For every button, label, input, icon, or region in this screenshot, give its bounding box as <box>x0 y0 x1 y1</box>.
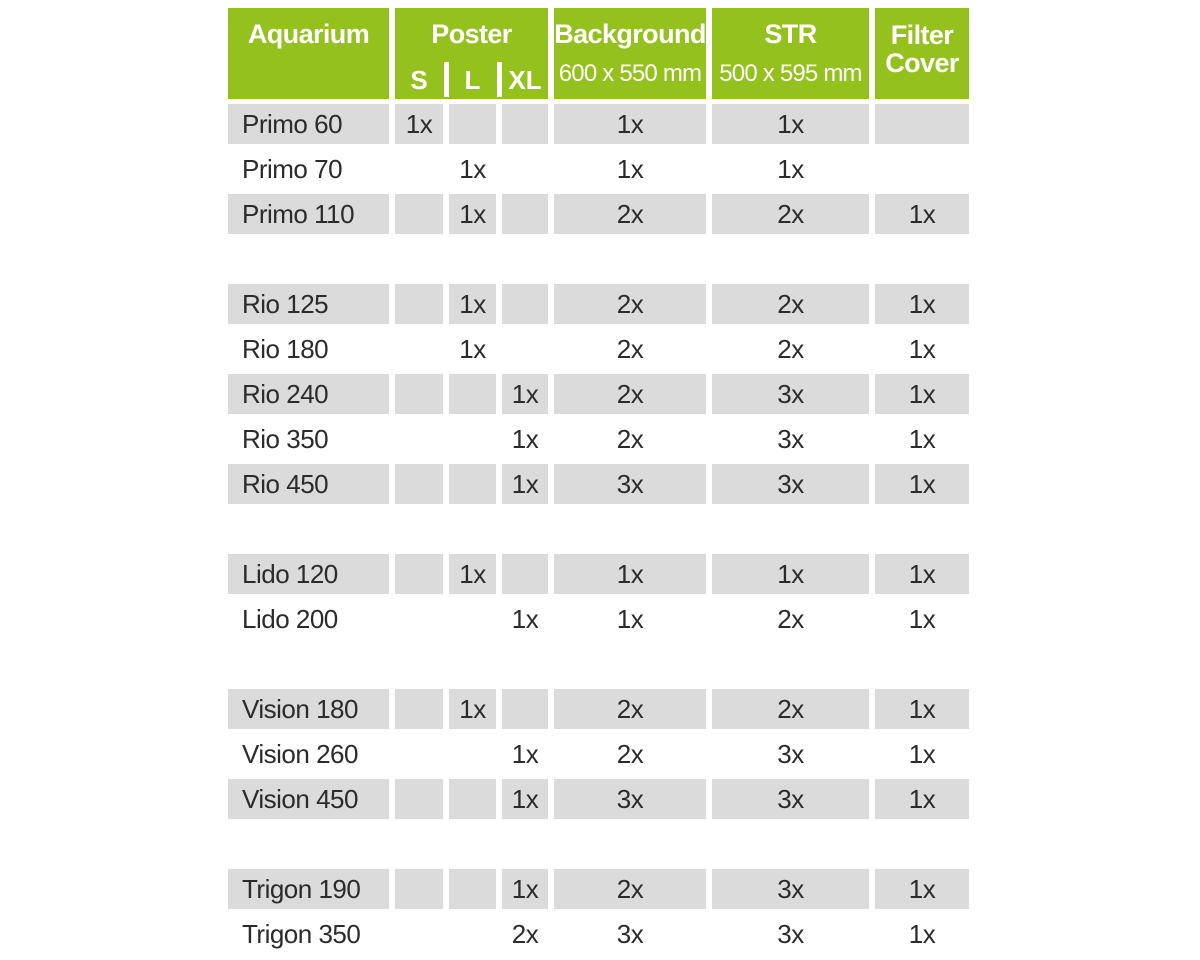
filter-cover-cell: 1x <box>875 554 969 594</box>
poster-s-cell <box>395 374 443 414</box>
table-row <box>228 374 969 414</box>
table-body <box>228 104 969 954</box>
poster-xl-cell: 1x <box>511 603 539 634</box>
row-name-cell: Vision 260 <box>242 738 358 769</box>
filter-cover-cell: 1x <box>908 333 936 364</box>
row-name-cell: Rio 450 <box>228 464 389 504</box>
table-row <box>228 149 969 189</box>
str-cell: 1x <box>712 554 869 594</box>
poster-l-cell <box>449 914 496 954</box>
poster-l-cell <box>449 374 496 414</box>
poster-s-cell <box>395 194 443 234</box>
poster-l-cell: 1x <box>449 689 496 729</box>
header-aquarium-label: Aquarium <box>247 18 370 49</box>
table-row <box>228 329 969 369</box>
poster-xl-cell <box>502 284 548 324</box>
background-cell: 2x <box>554 869 706 909</box>
poster-s-cell <box>395 599 443 639</box>
header-filter-cover-line1: Filter <box>890 19 954 50</box>
row-name-cell: Rio 240 <box>228 374 389 414</box>
header-filter-cover <box>875 8 969 99</box>
header-poster-size-xl: XL <box>508 65 542 95</box>
poster-l-cell <box>449 599 496 639</box>
str-cell: 3x <box>712 464 869 504</box>
table-row <box>228 419 969 459</box>
header-background <box>554 8 706 99</box>
poster-l-cell: 1x <box>459 333 486 364</box>
str-cell: 3x <box>777 423 804 454</box>
table-section-primo <box>228 104 969 234</box>
background-cell: 1x <box>554 104 706 144</box>
poster-xl-cell: 1x <box>511 738 539 769</box>
row-name-cell: Vision 450 <box>228 779 389 819</box>
row-name-cell: Lido 120 <box>228 554 389 594</box>
background-cell: 2x <box>554 284 706 324</box>
aquarium-accessories-table <box>228 8 969 954</box>
poster-xl-cell: 2x <box>511 918 539 949</box>
str-cell: 2x <box>712 284 869 324</box>
header-poster <box>395 8 548 99</box>
poster-s-cell <box>395 779 443 819</box>
background-cell: 3x <box>616 918 644 949</box>
table-row <box>228 554 969 594</box>
filter-cover-cell: 1x <box>875 779 969 819</box>
poster-l-cell: 1x <box>449 554 496 594</box>
header-separator-bar <box>444 62 449 97</box>
header-str-label: STR <box>764 18 817 49</box>
str-cell: 3x <box>777 918 804 949</box>
str-cell: 2x <box>712 194 869 234</box>
str-cell: 2x <box>712 689 869 729</box>
poster-s-cell <box>395 149 443 189</box>
header-separator-bar <box>497 62 502 97</box>
table-row <box>228 284 969 324</box>
background-cell: 2x <box>554 374 706 414</box>
header-aquarium <box>228 8 389 99</box>
filter-cover-cell: 1x <box>875 374 969 414</box>
header-background-label: Background <box>554 18 706 49</box>
row-name-cell: Primo 60 <box>228 104 389 144</box>
poster-l-cell <box>449 869 496 909</box>
background-cell: 2x <box>616 333 644 364</box>
filter-cover-cell: 1x <box>908 603 936 634</box>
table-row <box>228 734 969 774</box>
background-cell: 3x <box>554 779 706 819</box>
poster-l-cell: 1x <box>449 194 496 234</box>
poster-xl-cell <box>502 104 548 144</box>
background-cell: 1x <box>616 603 644 634</box>
table-header <box>228 8 969 99</box>
poster-l-cell <box>449 779 496 819</box>
poster-xl-cell: 1x <box>502 779 548 819</box>
poster-s-cell <box>395 419 443 459</box>
poster-xl-cell: 1x <box>502 869 548 909</box>
filter-cover-cell: 1x <box>875 284 969 324</box>
poster-s-cell <box>395 914 443 954</box>
background-cell: 2x <box>616 738 644 769</box>
header-filter-cover-line2: Cover <box>885 47 959 78</box>
row-name-cell: Trigon 190 <box>228 869 389 909</box>
row-name-cell: Rio 125 <box>228 284 389 324</box>
table-section-lido <box>228 554 969 639</box>
background-cell: 1x <box>616 153 644 184</box>
table-row <box>228 689 969 729</box>
header-poster-size-s: S <box>410 65 428 95</box>
row-name-cell: Vision 180 <box>228 689 389 729</box>
table-section-rio <box>228 284 969 504</box>
header-str-size: 500 x 595 mm <box>719 60 862 87</box>
table-section-vision <box>228 689 969 819</box>
background-cell: 3x <box>554 464 706 504</box>
filter-cover-cell: 1x <box>875 464 969 504</box>
row-name-cell: Lido 200 <box>242 603 338 634</box>
table-row <box>228 104 969 144</box>
filter-cover-cell: 1x <box>908 423 936 454</box>
poster-s-cell <box>395 329 443 369</box>
table-row <box>228 914 969 954</box>
str-cell: 3x <box>712 869 869 909</box>
row-name-cell: Primo 110 <box>228 194 389 234</box>
poster-l-cell: 1x <box>449 284 496 324</box>
poster-l-cell: 1x <box>459 153 486 184</box>
row-name-cell: Rio 350 <box>242 423 329 454</box>
header-str <box>712 8 869 99</box>
poster-xl-cell: 1x <box>502 374 548 414</box>
background-cell: 2x <box>554 689 706 729</box>
poster-xl-cell <box>502 329 548 369</box>
str-cell: 2x <box>777 603 804 634</box>
str-cell: 3x <box>712 374 869 414</box>
str-cell: 2x <box>777 333 804 364</box>
table-row <box>228 869 969 909</box>
filter-cover-cell <box>875 104 969 144</box>
poster-s-cell: 1x <box>395 104 443 144</box>
filter-cover-cell: 1x <box>908 738 936 769</box>
poster-l-cell <box>449 104 496 144</box>
poster-xl-cell: 1x <box>511 423 539 454</box>
poster-s-cell <box>395 734 443 774</box>
poster-s-cell <box>395 554 443 594</box>
poster-xl-cell <box>502 554 548 594</box>
poster-l-cell <box>449 734 496 774</box>
filter-cover-cell: 1x <box>875 689 969 729</box>
row-name-cell: Trigon 350 <box>242 918 361 949</box>
background-cell: 2x <box>554 194 706 234</box>
table-section-trigon <box>228 869 969 954</box>
poster-s-cell <box>395 869 443 909</box>
str-cell: 3x <box>777 738 804 769</box>
table-row <box>228 464 969 504</box>
row-name-cell: Rio 180 <box>242 333 329 364</box>
poster-s-cell <box>395 689 443 729</box>
str-cell: 1x <box>712 104 869 144</box>
table-row <box>228 779 969 819</box>
poster-xl-cell <box>502 689 548 729</box>
header-background-size: 600 x 550 mm <box>558 60 702 87</box>
header-poster-size-l: L <box>464 65 481 95</box>
poster-l-cell <box>449 419 496 459</box>
filter-cover-cell: 1x <box>908 918 936 949</box>
table-row <box>228 194 969 234</box>
str-cell: 1x <box>777 153 804 184</box>
header-poster-label: Poster <box>431 18 512 49</box>
poster-l-cell <box>449 464 496 504</box>
poster-xl-cell: 1x <box>502 464 548 504</box>
filter-cover-cell: 1x <box>875 194 969 234</box>
filter-cover-cell <box>875 149 969 189</box>
str-cell: 3x <box>712 779 869 819</box>
poster-s-cell <box>395 284 443 324</box>
background-cell: 1x <box>554 554 706 594</box>
poster-xl-cell <box>502 149 548 189</box>
poster-xl-cell <box>502 194 548 234</box>
filter-cover-cell: 1x <box>875 869 969 909</box>
poster-s-cell <box>395 464 443 504</box>
row-name-cell: Primo 70 <box>242 153 343 184</box>
header-poster-sizes <box>395 60 548 99</box>
table-row <box>228 599 969 639</box>
background-cell: 2x <box>616 423 644 454</box>
